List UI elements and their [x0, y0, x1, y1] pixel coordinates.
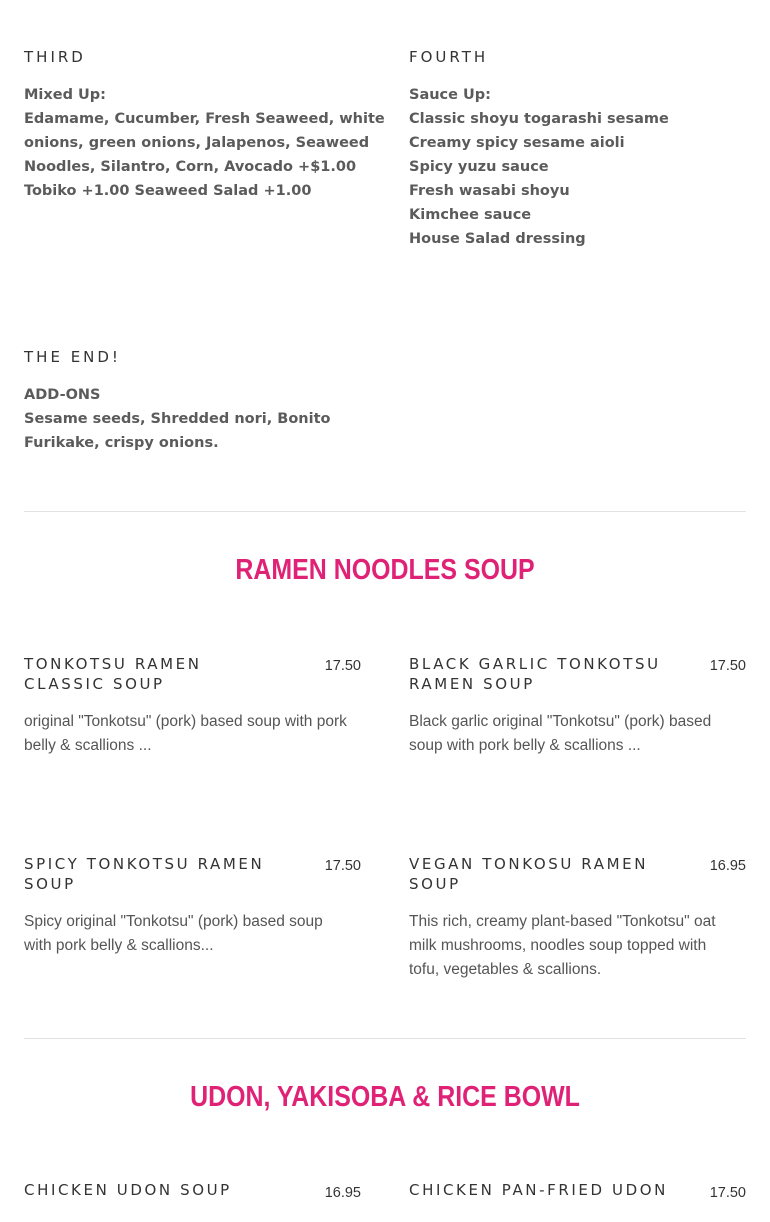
menu-item-desc-line: This rich, creamy plant-based "Tonkotsu" oat — [409, 913, 716, 930]
step-the-end-line: ADD-ONS — [24, 387, 101, 403]
menu-item-desc-line: original "Tonkotsu" (pork) based soup with pork — [24, 713, 347, 730]
menu-item-name-line: RAMEN SOUP — [409, 675, 535, 693]
step-fourth-line: Kimchee sauce — [409, 207, 532, 223]
menu-item-name-line: BLACK GARLIC TONKOTSU — [409, 655, 661, 673]
menu-item-desc-line: with pork belly & scallions... — [24, 937, 214, 954]
step-fourth-line: Spicy yuzu sauce — [409, 159, 549, 175]
menu-item-price: 16.95 — [324, 1185, 361, 1201]
step-the-end-text — [24, 383, 330, 455]
step-fourth-line: Creamy spicy sesame aioli — [409, 135, 625, 151]
step-title-the-end: THE END! — [24, 348, 121, 366]
menu-item-name-line: TONKOTSU RAMEN — [24, 655, 202, 673]
menu-item-name — [409, 854, 669, 894]
step-fourth-line: Classic shoyu togarashi sesame — [409, 111, 669, 127]
menu-item-desc-line: milk mushrooms, noodles soup topped with — [409, 937, 707, 954]
step-fourth-text — [409, 83, 669, 251]
menu-item-desc-line: soup with pork belly & scallions ... — [409, 737, 641, 754]
step-fourth-line: Sauce Up: — [409, 87, 491, 103]
step-third-text — [24, 83, 385, 203]
step-title-third: THIRD — [24, 48, 86, 66]
menu-item-name — [24, 854, 284, 894]
menu-item-price: 17.50 — [324, 858, 361, 874]
step-fourth-line: House Salad dressing — [409, 231, 586, 247]
menu-item-desc-line: Spicy original "Tonkotsu" (pork) based soup — [24, 913, 323, 930]
step-third-line: Tobiko +1.00 Seaweed Salad +1.00 — [24, 183, 312, 199]
step-third-line: onions, green onions, Jalapenos, Seaweed — [24, 135, 370, 151]
menu-item-name — [24, 1180, 324, 1200]
menu-item-desc-line: tofu, vegetables & scallions. — [409, 961, 602, 978]
step-fourth-line: Fresh wasabi shoyu — [409, 183, 570, 199]
step-the-end-line: Sesame seeds, Shredded nori, Bonito — [24, 411, 331, 427]
step-third-line: Noodles, Silantro, Corn, Avocado +$1.00 — [24, 159, 357, 175]
menu-item-name-line: SPICY TONKOTSU RAMEN — [24, 855, 265, 873]
menu-item-name-line: SOUP — [24, 875, 76, 893]
step-title-fourth: FOURTH — [409, 48, 489, 66]
section-divider — [24, 511, 746, 512]
menu-item-description — [409, 710, 749, 758]
menu-item-desc-line: Black garlic original "Tonkotsu" (pork) based — [409, 713, 712, 730]
section-title-udon: UDON, YAKISOBA & RICE BOWL — [190, 1081, 580, 1113]
menu-item-description — [24, 710, 364, 758]
menu-item-price: 17.50 — [709, 1185, 746, 1201]
menu-item-price: 17.50 — [324, 658, 361, 674]
menu-item-name — [409, 654, 669, 694]
menu-item-desc-line: belly & scallions ... — [24, 737, 152, 754]
menu-item-name-line: CLASSIC SOUP — [24, 675, 165, 693]
menu-item-price: 17.50 — [709, 658, 746, 674]
menu-item-description — [409, 910, 749, 982]
menu-item-name — [24, 654, 284, 694]
step-third-line: Mixed Up: — [24, 87, 106, 103]
menu-item-description — [24, 910, 364, 958]
menu-item-name-line: SOUP — [409, 875, 461, 893]
section-title-ramen: RAMEN NOODLES SOUP — [235, 554, 535, 586]
step-the-end-line: Furikake, crispy onions. — [24, 435, 219, 451]
menu-item-name-line: CHICKEN UDON SOUP — [24, 1181, 232, 1199]
menu-item-name-line: VEGAN TONKOSU RAMEN — [409, 855, 649, 873]
menu-item-name — [409, 1180, 709, 1200]
menu-item-price: 16.95 — [709, 858, 746, 874]
step-third-line: Edamame, Cucumber, Fresh Seaweed, white — [24, 111, 385, 127]
menu-item-name-line: CHICKEN PAN-FRIED UDON — [409, 1181, 668, 1199]
section-divider — [24, 1038, 746, 1039]
